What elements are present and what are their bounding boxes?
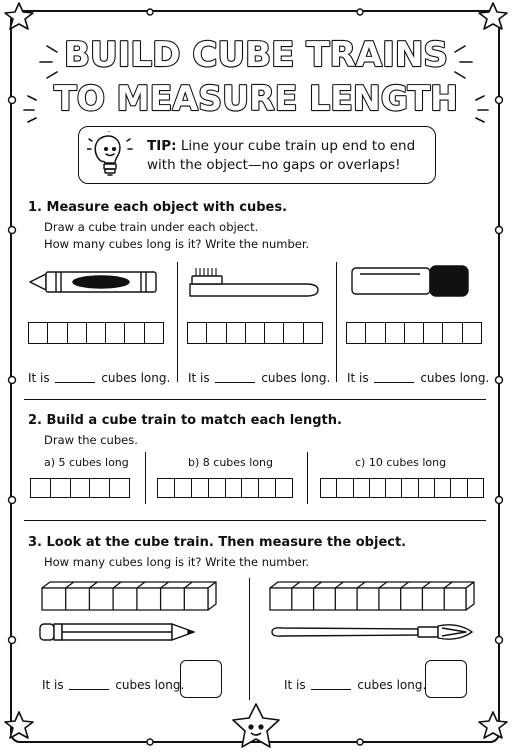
pencil-icon	[38, 620, 198, 644]
answer-line: It is cubes long.	[188, 371, 331, 385]
tip-label: TIP:	[147, 138, 177, 154]
star-icon	[5, 712, 33, 738]
answer-blank[interactable]	[215, 382, 255, 383]
cube-grid[interactable]	[28, 322, 164, 344]
section2-instruction: Draw the cubes.	[44, 433, 138, 447]
star-icon	[226, 700, 286, 752]
star-icon	[5, 3, 33, 29]
title-line-2: TO MEASURE LENGTH	[54, 79, 458, 119]
cube-train	[268, 580, 478, 612]
item-label: b) 8 cubes long	[188, 456, 274, 469]
answer-line: It is cubes long.	[347, 371, 490, 385]
lightbulb-icon	[87, 131, 137, 183]
item-label: c) 10 cubes long	[355, 456, 447, 469]
glue-stick-icon	[350, 262, 480, 302]
toothbrush-icon	[186, 262, 326, 302]
answer-line: It is cubes long.	[42, 678, 185, 692]
cube-grid[interactable]	[30, 478, 130, 498]
star-icon	[479, 712, 507, 738]
section3-instruction: How many cubes long is it? Write the number.	[44, 555, 310, 569]
section-divider	[24, 520, 486, 521]
column-divider	[249, 578, 250, 700]
tip-box	[78, 126, 436, 184]
column-divider	[307, 452, 308, 504]
section1-instruction-1: Draw a cube train under each object.	[44, 220, 259, 234]
paintbrush-icon	[268, 618, 478, 646]
column-divider	[336, 262, 337, 382]
title-line-1: BUILD CUBE TRAINS	[64, 35, 448, 75]
crayon-icon	[28, 262, 168, 302]
cube-train	[40, 580, 220, 612]
cube-grid[interactable]	[346, 322, 482, 344]
item-label: a) 5 cubes long	[44, 456, 129, 469]
cube-grid[interactable]	[187, 322, 323, 344]
section2-heading: 2. Build a cube train to match each length.	[28, 413, 342, 428]
answer-blank[interactable]	[374, 382, 414, 383]
answer-blank[interactable]	[311, 689, 351, 690]
answer-box[interactable]	[425, 660, 467, 698]
section1-heading: 1. Measure each object with cubes.	[28, 200, 288, 215]
answer-blank[interactable]	[69, 689, 109, 690]
worksheet-title	[0, 28, 512, 123]
section-divider	[24, 399, 486, 400]
column-divider	[177, 262, 178, 382]
section1-instruction-2: How many cubes long is it? Write the number.	[44, 237, 310, 251]
cube-grid[interactable]	[157, 478, 293, 498]
star-icon	[479, 3, 507, 29]
section3-heading: 3. Look at the cube train. Then measure the object.	[28, 535, 407, 550]
tip-message: Line your cube train up end to end with the object—no gaps or overlaps!	[147, 138, 416, 173]
answer-box[interactable]	[180, 660, 222, 698]
cube-grid[interactable]	[320, 478, 484, 498]
answer-blank[interactable]	[55, 382, 95, 383]
tip-text	[147, 137, 427, 175]
column-divider	[145, 452, 146, 504]
answer-line: It is cubes long.	[284, 678, 427, 692]
answer-line: It is cubes long.	[28, 371, 171, 385]
